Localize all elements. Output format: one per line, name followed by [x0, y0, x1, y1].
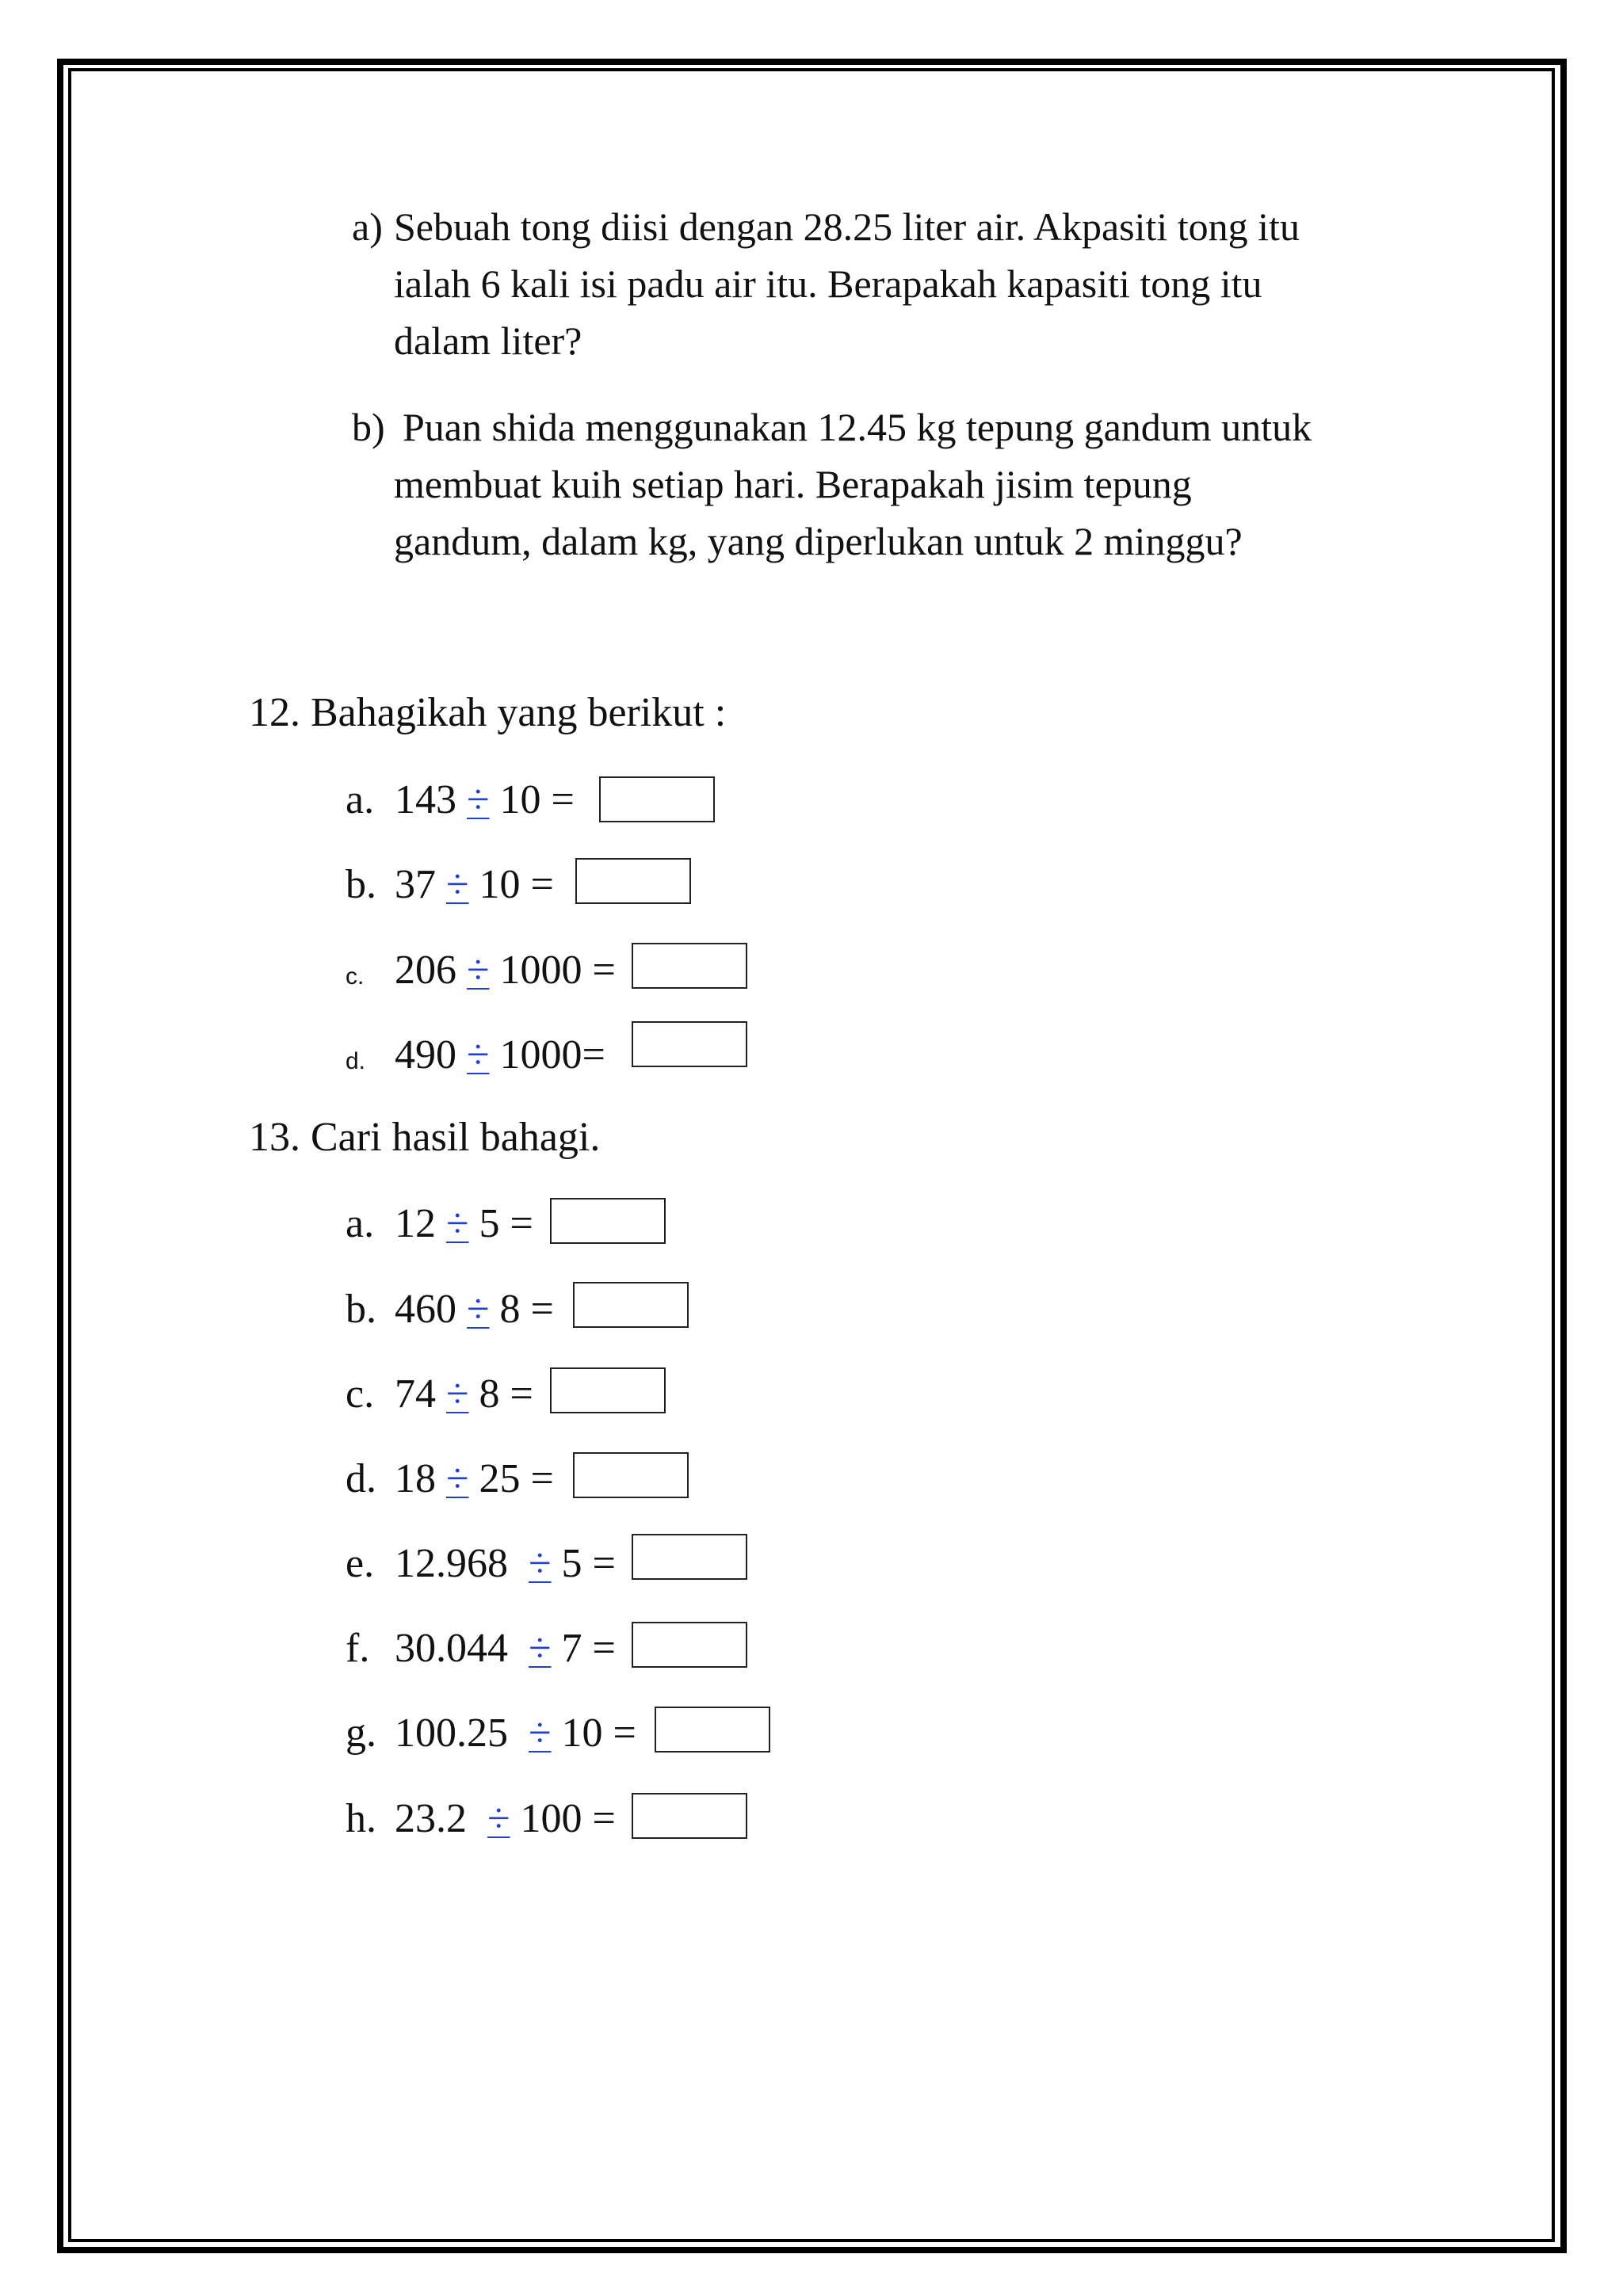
problem-a-line-1: Sebuah tong diisi dengan 28.25 liter air. Akpasiti tong itu [394, 204, 1300, 249]
problem-b-line-2: membuat kuih setiap hari. Berapakah jisim tepung [394, 462, 1192, 506]
answer-box[interactable] [573, 1452, 689, 1498]
expression: 74 ÷ 8 = [395, 1371, 533, 1417]
expression: 206 ÷ 1000 = [395, 948, 616, 993]
divide-sign: ÷ [446, 1371, 469, 1417]
problem-b-line-3: gandum, dalam kg, yang diperlukan untuk 2 minggu? [394, 519, 1243, 563]
expression: 18 ÷ 25 = [395, 1456, 554, 1501]
item-label: b. [346, 862, 376, 907]
answer-box[interactable] [599, 776, 715, 822]
expression: 100.25 ÷ 10 = [395, 1711, 636, 1756]
question-13-heading: 13. Cari hasil bahagi. [249, 1115, 601, 1160]
problem-b-label: b) [352, 405, 385, 449]
answer-box[interactable] [655, 1707, 770, 1753]
expression: 460 ÷ 8 = [395, 1287, 554, 1332]
item-label: h. [346, 1796, 376, 1841]
item-label: a. [346, 1201, 375, 1246]
answer-box[interactable] [550, 1198, 666, 1244]
answer-box[interactable] [632, 1622, 747, 1668]
divide-sign: ÷ [467, 948, 490, 993]
answer-box[interactable] [550, 1367, 666, 1413]
item-label: d. [346, 1456, 376, 1501]
divide-sign: ÷ [529, 1711, 552, 1756]
item-label: c. [346, 1371, 375, 1417]
answer-box[interactable] [575, 858, 691, 904]
divide-sign: ÷ [446, 862, 469, 907]
divide-sign: ÷ [446, 1456, 469, 1501]
divide-sign: ÷ [487, 1796, 510, 1841]
expression: 143 ÷ 10 = [395, 777, 575, 822]
expression: 37 ÷ 10 = [395, 862, 554, 907]
expression: 12.968 ÷ 5 = [395, 1541, 616, 1586]
expression: 23.2 ÷ 100 = [395, 1796, 616, 1841]
problem-a-line-3: dalam liter? [394, 318, 582, 363]
divide-sign: ÷ [446, 1201, 469, 1246]
answer-box[interactable] [573, 1282, 689, 1328]
answer-box[interactable] [632, 1021, 747, 1067]
item-label: c. [346, 963, 365, 990]
divide-sign: ÷ [467, 1287, 490, 1332]
question-12-heading: 12. Bahagikah yang berikut : [249, 690, 727, 735]
divide-sign: ÷ [529, 1626, 552, 1671]
problem-b-line-1: Puan shida menggunakan 12.45 kg tepung gandum untuk [403, 405, 1312, 449]
item-label: b. [346, 1287, 376, 1332]
divide-sign: ÷ [529, 1541, 552, 1586]
problem-a-line-2: ialah 6 kali isi padu air itu. Berapakah kapasiti tong itu [394, 261, 1262, 306]
divide-sign: ÷ [467, 777, 490, 822]
answer-box[interactable] [632, 1534, 747, 1580]
expression: 12 ÷ 5 = [395, 1201, 533, 1246]
item-label: a. [346, 777, 375, 822]
expression: 30.044 ÷ 7 = [395, 1626, 616, 1671]
item-label: d. [346, 1048, 366, 1074]
expression: 490 ÷ 1000= [395, 1032, 605, 1077]
item-label: g. [346, 1711, 376, 1756]
divide-sign: ÷ [467, 1032, 490, 1077]
answer-box[interactable] [632, 943, 747, 989]
answer-box[interactable] [632, 1793, 747, 1839]
problem-a-label: a) [352, 204, 383, 249]
item-label: e. [346, 1541, 375, 1586]
item-label: f. [346, 1626, 370, 1671]
